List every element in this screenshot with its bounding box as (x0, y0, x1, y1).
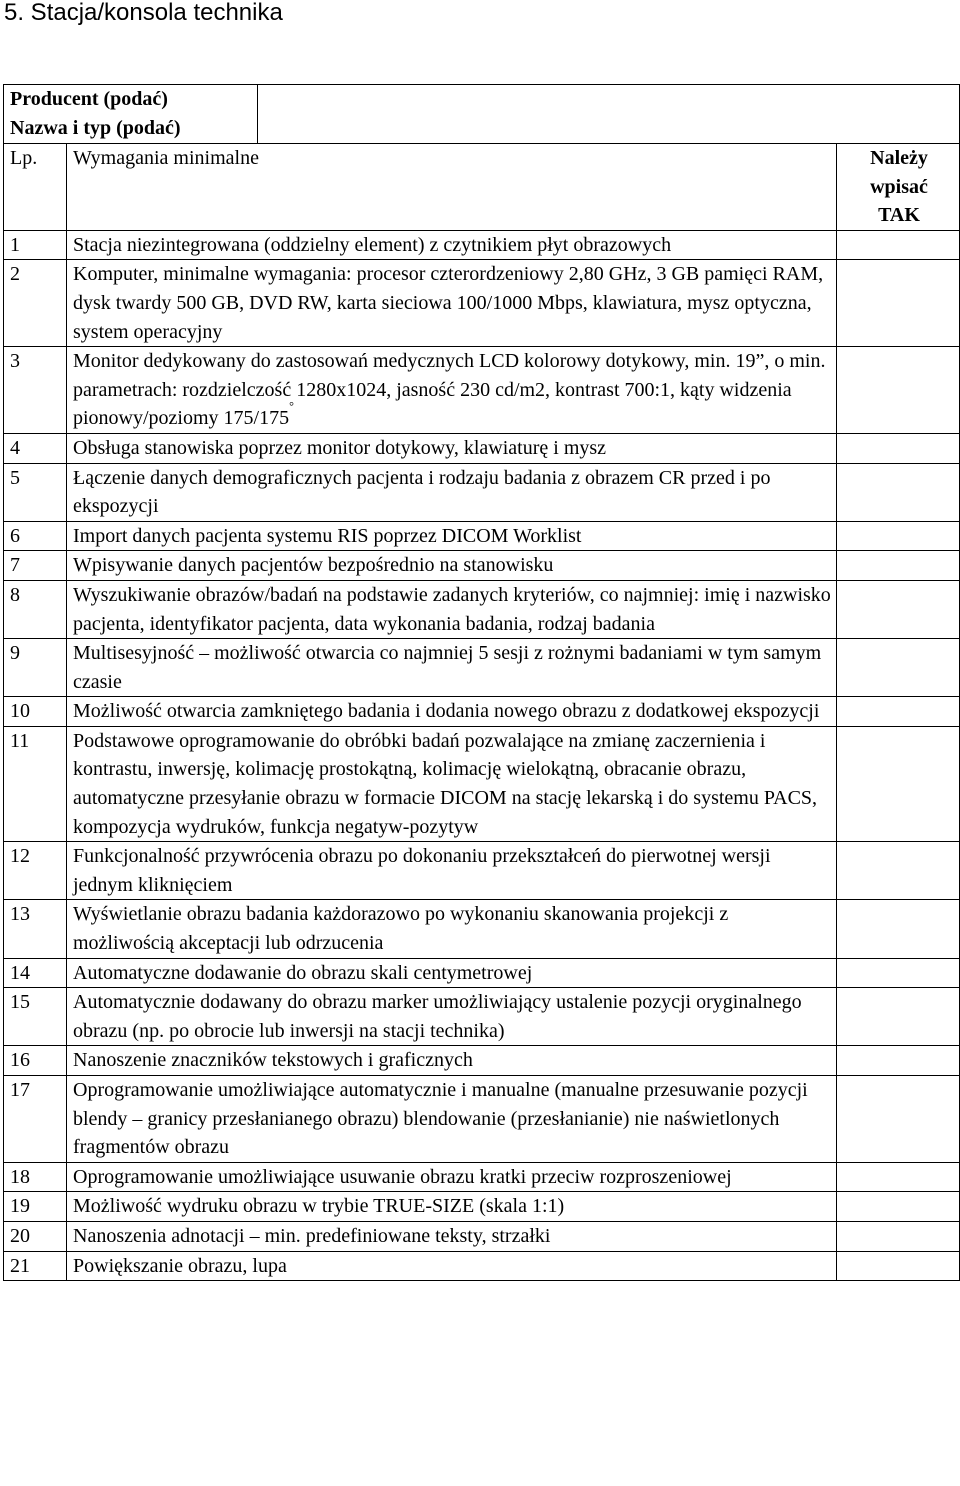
row-requirement (67, 1162, 837, 1192)
row-requirement (67, 639, 837, 697)
row-requirement (67, 842, 837, 900)
row-requirement (67, 580, 837, 638)
requirements-table (3, 84, 960, 1281)
row-number: 2 (4, 260, 67, 347)
table-row (4, 230, 960, 260)
table-row (4, 463, 960, 521)
requirement-text: Łączenie danych demograficznych pacjenta i rodzaju badania z obrazem CR przed i po ekspozycji (73, 466, 771, 518)
row-answer-field[interactable] (837, 697, 960, 727)
requirement-text: Funkcjonalność przywrócenia obrazu po dokonaniu przekształceń do pierwotnej wersji jednym kliknięciem (73, 845, 771, 896)
lp-header: Lp. (4, 144, 67, 231)
requirement-text: Wyświetlanie obrazu badania każdorazowo po wykonaniu skanowania projekcji z możliwością akceptacji lub odrzucenia (73, 903, 729, 955)
table-row (4, 521, 960, 551)
table-row (4, 433, 960, 463)
row-requirement (67, 551, 837, 581)
requirements-header: Wymagania minimalne (67, 144, 837, 231)
row-answer-field[interactable] (837, 1192, 960, 1222)
row-number: 10 (4, 697, 67, 727)
table-row (4, 551, 960, 581)
requirement-text: Import danych pacjenta systemu RIS poprzez DICOM Worklist (73, 524, 582, 547)
row-answer-field[interactable] (837, 900, 960, 958)
fill-in-header-line1: Należy (870, 147, 928, 169)
requirement-text: Stacja niezintegrowana (oddzielny element) z czytnikiem płyt obrazowych (73, 233, 672, 256)
requirement-text: Wpisywanie danych pacjentów bezpośrednio na stanowisku (73, 554, 554, 577)
row-answer-field[interactable] (837, 726, 960, 841)
table-row (4, 988, 960, 1046)
row-requirement (67, 347, 837, 434)
table-row (4, 1046, 960, 1076)
row-requirement (67, 463, 837, 521)
degree-symbol: ° (289, 399, 294, 414)
row-answer-field[interactable] (837, 580, 960, 638)
row-requirement (67, 1076, 837, 1163)
requirement-text: Automatyczne dodawanie do obrazu skali centymetrowej (73, 961, 533, 984)
header-row (4, 144, 960, 231)
row-answer-field[interactable] (837, 463, 960, 521)
requirement-text: Oprogramowanie umożliwiające usuwanie obrazu kratki przeciw rozproszeniowej (73, 1165, 732, 1188)
table-row (4, 639, 960, 697)
row-requirement (67, 230, 837, 260)
table-row (4, 1162, 960, 1192)
row-requirement (67, 900, 837, 958)
row-number: 11 (4, 726, 67, 841)
row-number: 18 (4, 1162, 67, 1192)
table-row (4, 726, 960, 841)
table-row (4, 1076, 960, 1163)
row-answer-field[interactable] (837, 1046, 960, 1076)
row-answer-field[interactable] (837, 230, 960, 260)
row-answer-field[interactable] (837, 260, 960, 347)
table-row (4, 1251, 960, 1281)
row-number: 14 (4, 958, 67, 988)
meta-value-field[interactable] (258, 85, 960, 144)
row-number: 16 (4, 1046, 67, 1076)
row-number: 21 (4, 1251, 67, 1281)
table-row (4, 1221, 960, 1251)
row-answer-field[interactable] (837, 433, 960, 463)
requirement-text: Możliwość wydruku obrazu w trybie TRUE-SIZE (skala 1:1) (73, 1195, 565, 1218)
row-number: 6 (4, 521, 67, 551)
row-requirement (67, 1192, 837, 1222)
row-requirement (67, 433, 837, 463)
row-answer-field[interactable] (837, 639, 960, 697)
row-number: 8 (4, 580, 67, 638)
row-answer-field[interactable] (837, 1251, 960, 1281)
row-requirement (67, 1251, 837, 1281)
row-number: 20 (4, 1221, 67, 1251)
requirement-text: Nanoszenie znaczników tekstowych i graficznych (73, 1049, 473, 1072)
row-answer-field[interactable] (837, 347, 960, 434)
requirement-text: Podstawowe oprogramowanie do obróbki badań pozwalające na zmianę zaczernienia i kontrastu, inwersję, kolimację prostokątną, kolimację wielokątną, obracanie obrazu, automatyczne przesyłanie obrazu w formacie DICOM na stację lekarską i do systemu PACS, kompozycja wydruków, funkcja negatyw-pozytyw (73, 729, 818, 838)
row-number: 1 (4, 230, 67, 260)
row-answer-field[interactable] (837, 1221, 960, 1251)
requirement-text: Komputer, minimalne wymagania: procesor czterordzeniowy 2,80 GHz, 3 GB pamięci RAM, dysk twardy 500 GB, DVD RW, karta sieciowa 100/1000 Mbps, klawiatura, mysz optyczna, system operacyjny (73, 263, 824, 343)
requirement-text: Powiększanie obrazu, lupa (73, 1254, 287, 1277)
row-number: 13 (4, 900, 67, 958)
row-requirement (67, 521, 837, 551)
row-number: 19 (4, 1192, 67, 1222)
meta-labels-cell (4, 85, 258, 144)
name-type-label: Nazwa i typ (podać) (10, 117, 181, 139)
table-row (4, 1192, 960, 1222)
table-row (4, 900, 960, 958)
requirement-text: Wyszukiwanie obrazów/badań na podstawie zadanych kryteriów, co najmniej: imię i nazwisko pacjenta, identyfikator pacjenta, data wykonania badania, rodzaj badania (73, 583, 831, 635)
requirement-text: Monitor dedykowany do zastosowań medycznych LCD kolorowy dotykowy, min. 19”, o min. parametrach: rozdzielczość 1280x1024, jasność 230 cd/m2, kontrast 700:1, kąty widzenia pionowy/poziomy 175/175 (73, 350, 826, 430)
row-answer-field[interactable] (837, 842, 960, 900)
row-requirement (67, 697, 837, 727)
table-row (4, 580, 960, 638)
requirement-text: Nanoszenia adnotacji – min. predefiniowane teksty, strzałki (73, 1224, 551, 1247)
row-answer-field[interactable] (837, 958, 960, 988)
row-number: 17 (4, 1076, 67, 1163)
table-row (4, 842, 960, 900)
fill-in-header (837, 144, 960, 231)
row-requirement (67, 988, 837, 1046)
row-number: 4 (4, 433, 67, 463)
requirement-text: Multisesyjność – możliwość otwarcia co najmniej 5 sesji z rożnymi badaniami w tym samym czasie (73, 642, 822, 693)
row-number: 9 (4, 639, 67, 697)
row-requirement (67, 1221, 837, 1251)
fill-in-header-line2: wpisać (870, 175, 928, 198)
row-number: 15 (4, 988, 67, 1046)
table-row (4, 347, 960, 434)
row-answer-field[interactable] (837, 988, 960, 1046)
table-row (4, 958, 960, 988)
row-number: 12 (4, 842, 67, 900)
fill-in-header-line3: TAK (878, 204, 920, 227)
table-row (4, 697, 960, 727)
row-answer-field[interactable] (837, 1162, 960, 1192)
row-requirement (67, 726, 837, 841)
row-number: 5 (4, 463, 67, 521)
section-heading: 5. Stacja/konsola technika (4, 0, 283, 26)
row-answer-field[interactable] (837, 521, 960, 551)
requirement-text: Obsługa stanowiska poprzez monitor dotykowy, klawiaturę i mysz (73, 436, 607, 459)
row-answer-field[interactable] (837, 1076, 960, 1163)
meta-row (4, 85, 960, 144)
row-requirement (67, 1046, 837, 1076)
table-row (4, 260, 960, 347)
row-number: 7 (4, 551, 67, 581)
requirement-text: Oprogramowanie umożliwiające automatycznie i manualne (manualne przesuwanie pozycji blendy – granicy przesłanianego obrazu) blendowanie (przesłanianie) nie naświetlonych fragmentów obrazu (73, 1079, 808, 1159)
producer-label: Producent (podać) (10, 88, 168, 110)
row-requirement (67, 958, 837, 988)
row-number: 3 (4, 347, 67, 434)
requirement-text: Możliwość otwarcia zamkniętego badania i dodania nowego obrazu z dodatkowej ekspozycji (73, 700, 820, 723)
row-requirement (67, 260, 837, 347)
requirement-text: Automatycznie dodawany do obrazu marker umożliwiający ustalenie pozycji oryginalnego obrazu (np. po obrocie lub inwersji na stacji technika) (73, 991, 802, 1042)
row-answer-field[interactable] (837, 551, 960, 581)
